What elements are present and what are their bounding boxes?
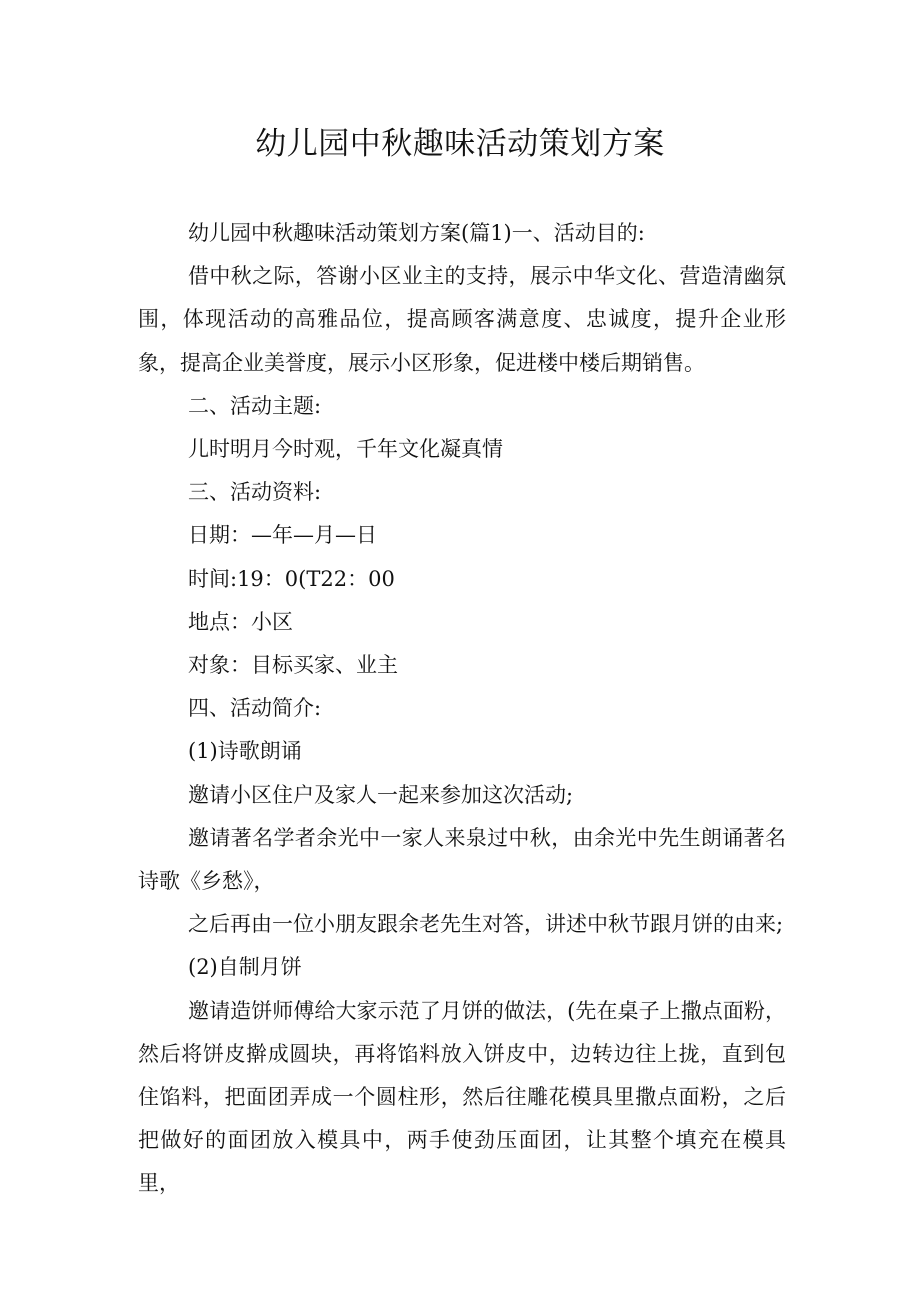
paragraph-intro-heading: 幼儿园中秋趣味活动策划方案(篇1)一、活动目的: [188,221,645,245]
paragraph-child-dialogue: 之后再由一位小朋友跟余老先生对答，讲述中秋节跟月饼的由来; [188,912,784,937]
paragraph-item-poetry-heading: (1)诗歌朗诵 [188,739,302,764]
paragraph-invite-scholar: 邀请著名学者余光中一家人来泉过中秋，由余光中先生朗诵著名诗歌《乡愁》， [138,825,786,894]
paragraph-mooncake-method: 邀请造饼师傅给大家示范了月饼的做法，(先在桌子上撒点面粉，然后将饼皮擀成圆块，再将馅料放入饼皮中，边转边往上拢，直到包住馅料，把面团弄成一个圆柱形，然后往雕花模具里撒点面粉，之后把做好的面团放入模具中，两手使劲压面团，让其整个填充在模具里， [138,998,786,1196]
paragraph-time: 时间:19：0(T22：00 [188,566,395,591]
document-body [138,212,786,1206]
paragraph-date: 日期：—年—月—日 [188,523,377,548]
paragraph-theme: 儿时明月今时观，千年文化凝真情 [188,437,503,462]
paragraph-location: 地点：小区 [188,609,293,634]
paragraph-details-heading: 三、活动资料: [188,480,322,505]
paragraph-purpose: 借中秋之际，答谢小区业主的支持，展示中华文化、营造清幽氛围，体现活动的高雅品位，提高顾客满意度、忠诚度，提升企业形象，提高企业美誉度，展示小区形象，促进楼中楼后期销售。 [138,264,786,375]
paragraph-audience: 对象：目标买家、业主 [188,653,398,678]
document-title: 幼儿园中秋趣味活动策划方案 [255,126,665,162]
paragraph-intro-section-heading: 四、活动简介: [188,696,322,721]
paragraph-invite-residents: 邀请小区住户及家人一起来参加这次活动; [188,782,574,807]
paragraph-theme-heading: 二、活动主题: [188,393,322,418]
paragraph-item-mooncake-heading: (2)自制月饼 [188,955,302,980]
